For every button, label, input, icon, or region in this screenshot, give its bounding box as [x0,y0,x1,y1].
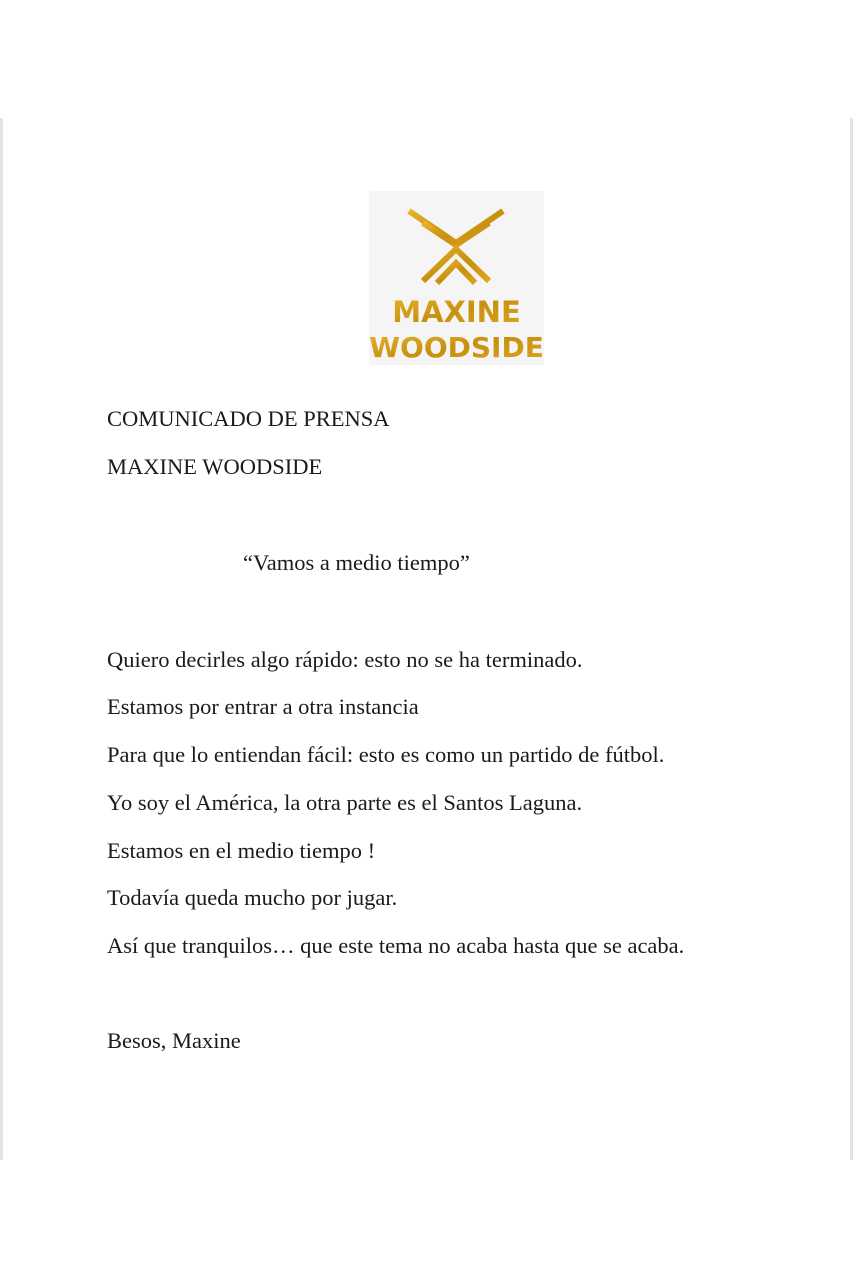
brand-logo [369,191,544,365]
maxine-woodside-monogram [369,191,544,365]
body-line: Quiero decirles algo rápido: esto no se ha terminado. [107,647,583,672]
logo-line-maxine: MAXINE [392,295,521,329]
body-line: Estamos por entrar a otra instancia [107,694,419,719]
logo-line-woodside: WOODSIDE [369,331,544,364]
document-page [0,118,853,1160]
body-line: Yo soy el América, la otra parte es el Santos Laguna. [107,790,583,815]
body-line: Estamos en el medio tiempo ! [107,838,376,863]
press-release-label: COMUNICADO DE PRENSA [107,406,390,431]
body-line: Todavía queda mucho por jugar. [107,885,398,910]
signature: Besos, Maxine [107,1028,241,1053]
body-line: Así que tranquilos… que este tema no acaba hasta que se acaba. [107,933,685,958]
body-line: Para que lo entiendan fácil: esto es como un partido de fútbol. [107,742,665,767]
press-release-title: “Vamos a medio tiempo” [243,550,470,575]
press-release-author: MAXINE WOODSIDE [107,454,323,479]
